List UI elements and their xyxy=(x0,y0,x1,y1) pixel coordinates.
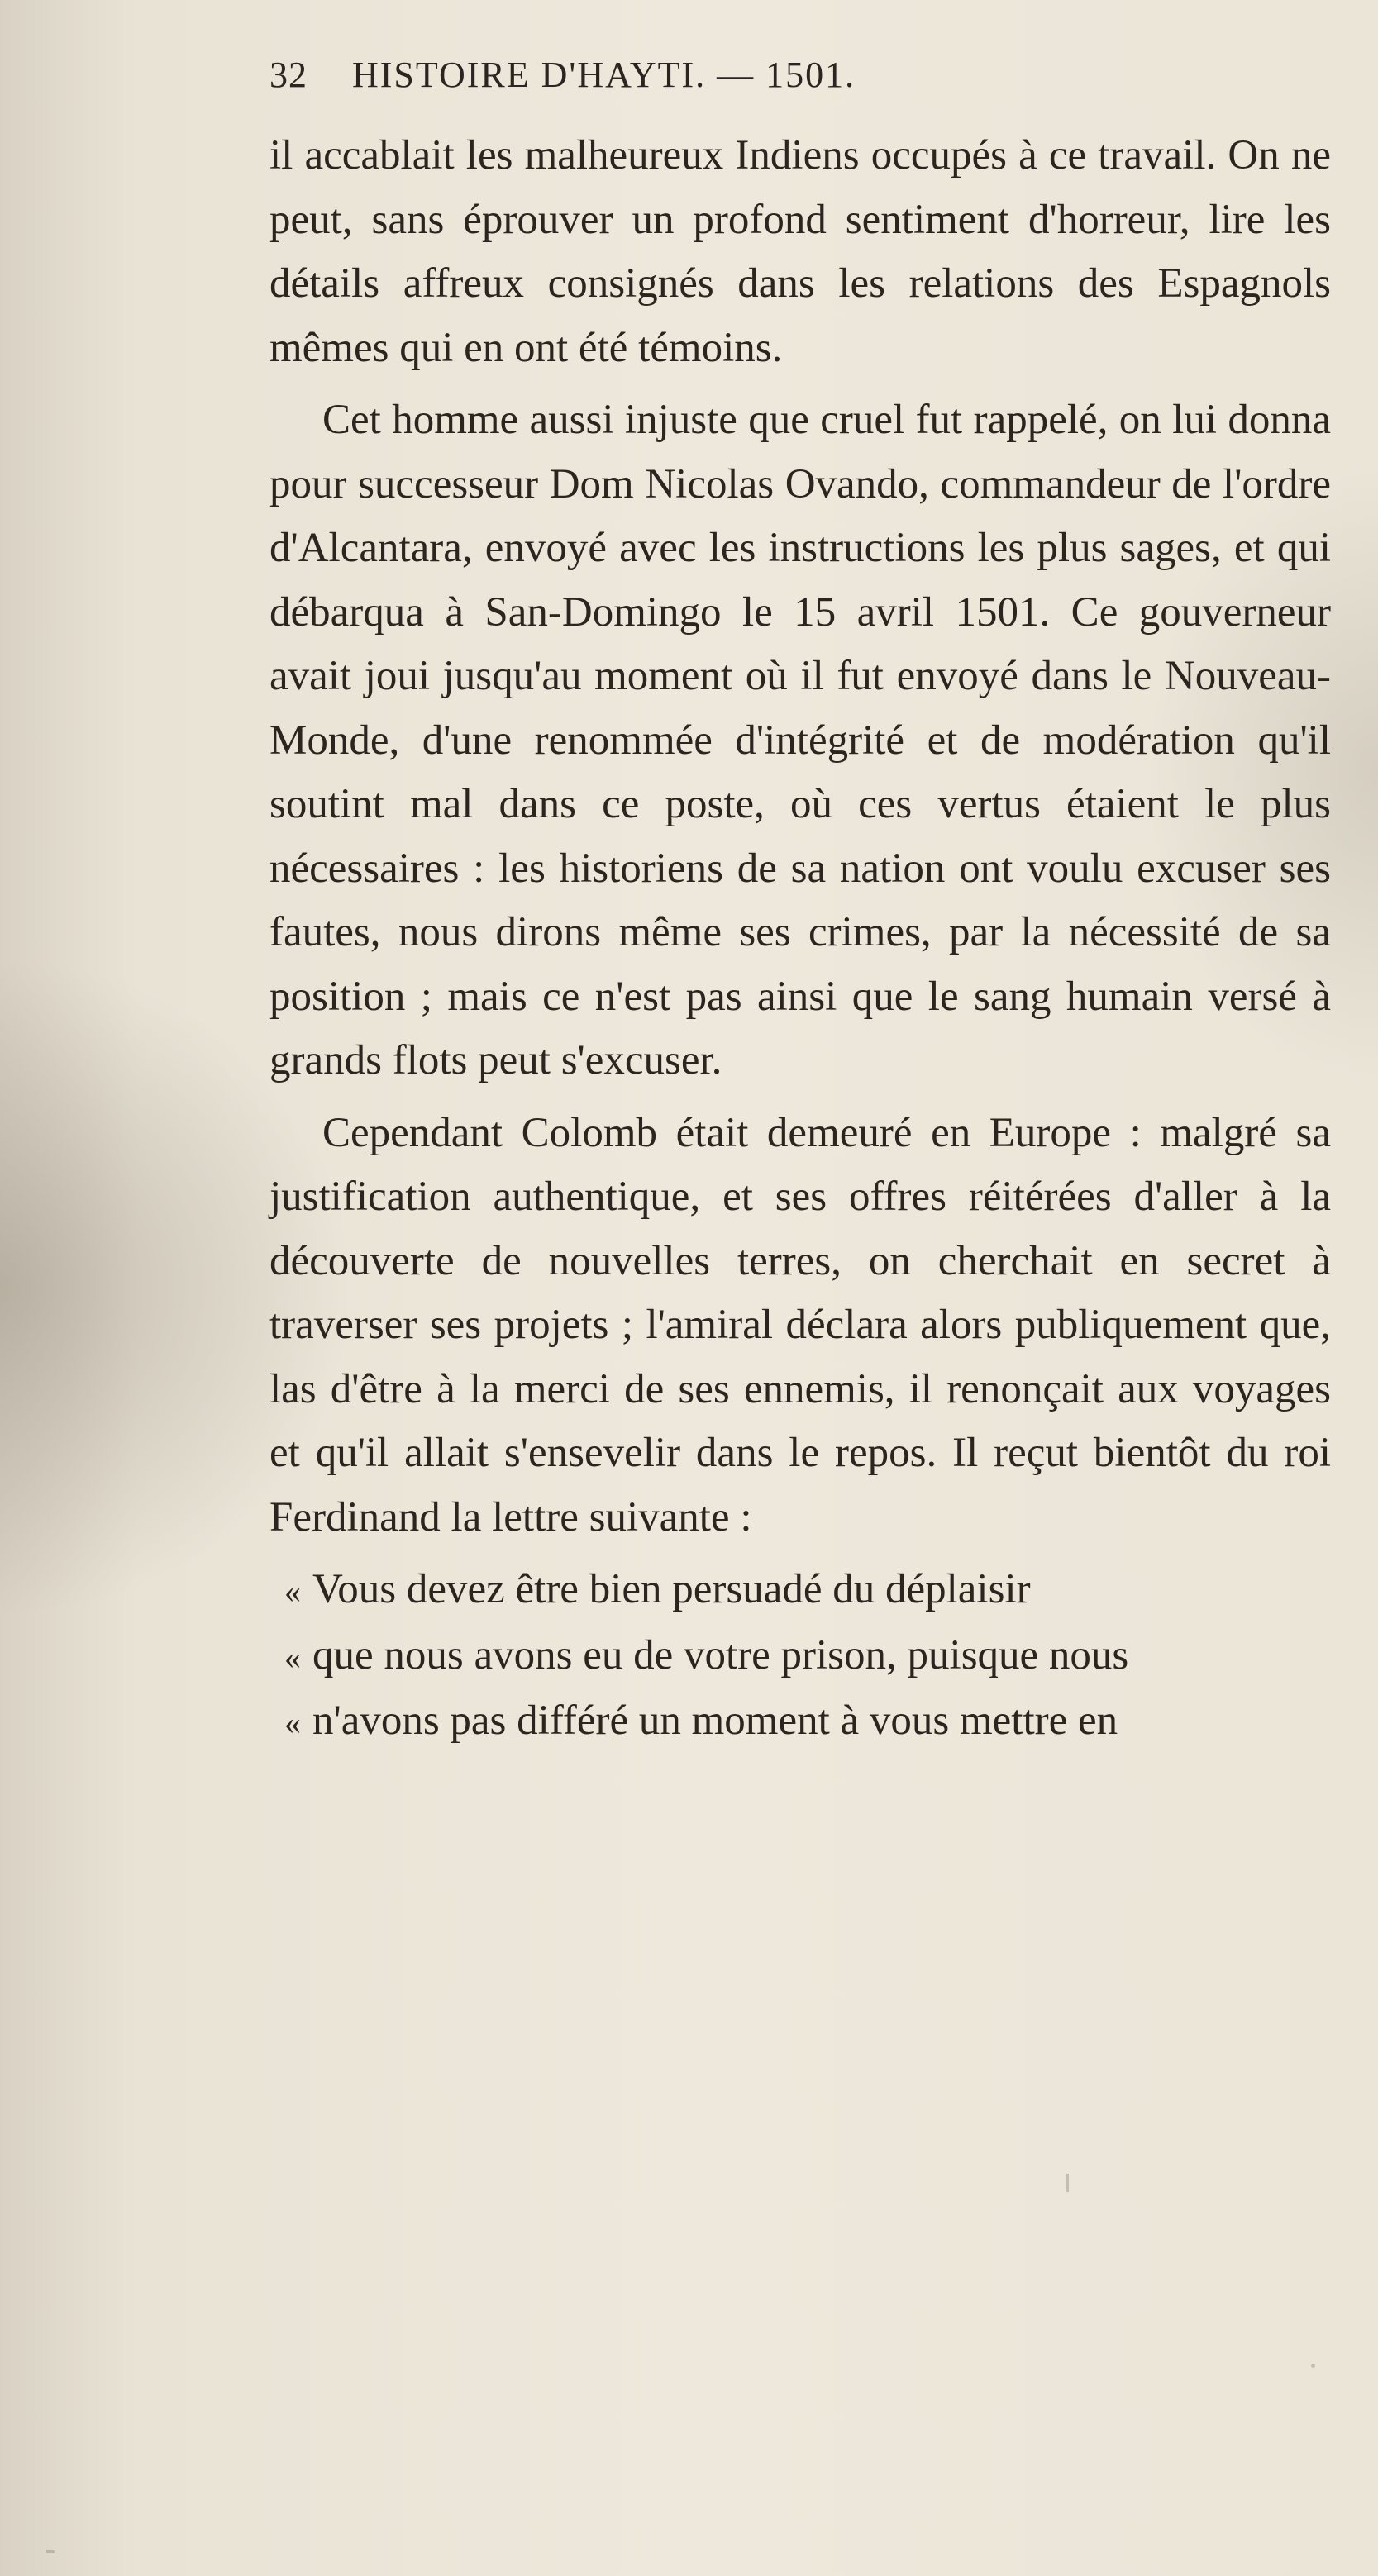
quote-line xyxy=(269,1624,1331,1690)
quote-line xyxy=(269,1689,1331,1755)
running-head xyxy=(269,40,1146,109)
quoted-letter xyxy=(269,1558,1331,1755)
paragraph-ovando: Cet homme aussi injuste que cruel fut rappelé, on lui donna pour successeur Dom Nicolas Ovando, commandeur de l'ordre d'Alcantara, envoyé avec les instructions les plus sages, et qui débarqua à San-Domingo le 15 avril 1501. Ce gouverneur avait joui jusqu'au moment où il fut envoyé dans le Nouveau-Monde, d'une renommée d'intégrité et de modération qu'il soutint mal dans ce poste, où ces vertus étaient le plus nécessaires : les historiens de sa nation ont voulu excuser ses fautes, nous dirons même ses crimes, par la nécessité de sa position ; mais ce n'est pas ainsi que le sang humain versé à grands flots peut s'excuser. xyxy=(269,397,1331,1083)
paper-speck xyxy=(46,2550,55,2553)
paragraph-continuation: il accablait les malheureux Indiens occupés à ce travail. On ne peut, sans éprouver un profond sentiment d'horreur, lire les détails affreux consignés dans les relations des Espagnols mêmes qui en ont été témoins. xyxy=(269,132,1331,371)
text-block xyxy=(269,124,1331,1755)
quote-line-text: que nous avons eu de votre prison, puisque nous xyxy=(312,1631,1129,1678)
page-number: 32 xyxy=(269,54,308,95)
guillemet-mark: « xyxy=(284,1704,301,1741)
quote-line-text: Vous devez être bien persuadé du déplaisir xyxy=(312,1566,1031,1612)
running-title: HISTOIRE D'HAYTI. — 1501. xyxy=(352,54,856,95)
paper-speck xyxy=(1066,2174,1069,2192)
quote-line-text: n'avons pas différé un moment à vous mettre en xyxy=(312,1697,1118,1744)
paragraph-colomb: Cependant Colomb était demeuré en Europe : malgré sa justification authentique, et ses offres réitérées d'aller à la découverte de nouvelles terres, on cherchait en secret à traverser ses projets ; l'amiral déclara alors publiquement que, las d'être à la merci de ses ennemis, il renonçait aux voyages et qu'il allait s'ensevelir dans le repos. Il reçut bientôt du roi Ferdinand la lettre suivante : xyxy=(269,1109,1331,1540)
guillemet-mark: « xyxy=(284,1573,301,1610)
guillemet-mark: « xyxy=(284,1638,301,1676)
paper-speck xyxy=(1311,2364,1315,2368)
quote-line xyxy=(269,1558,1331,1624)
